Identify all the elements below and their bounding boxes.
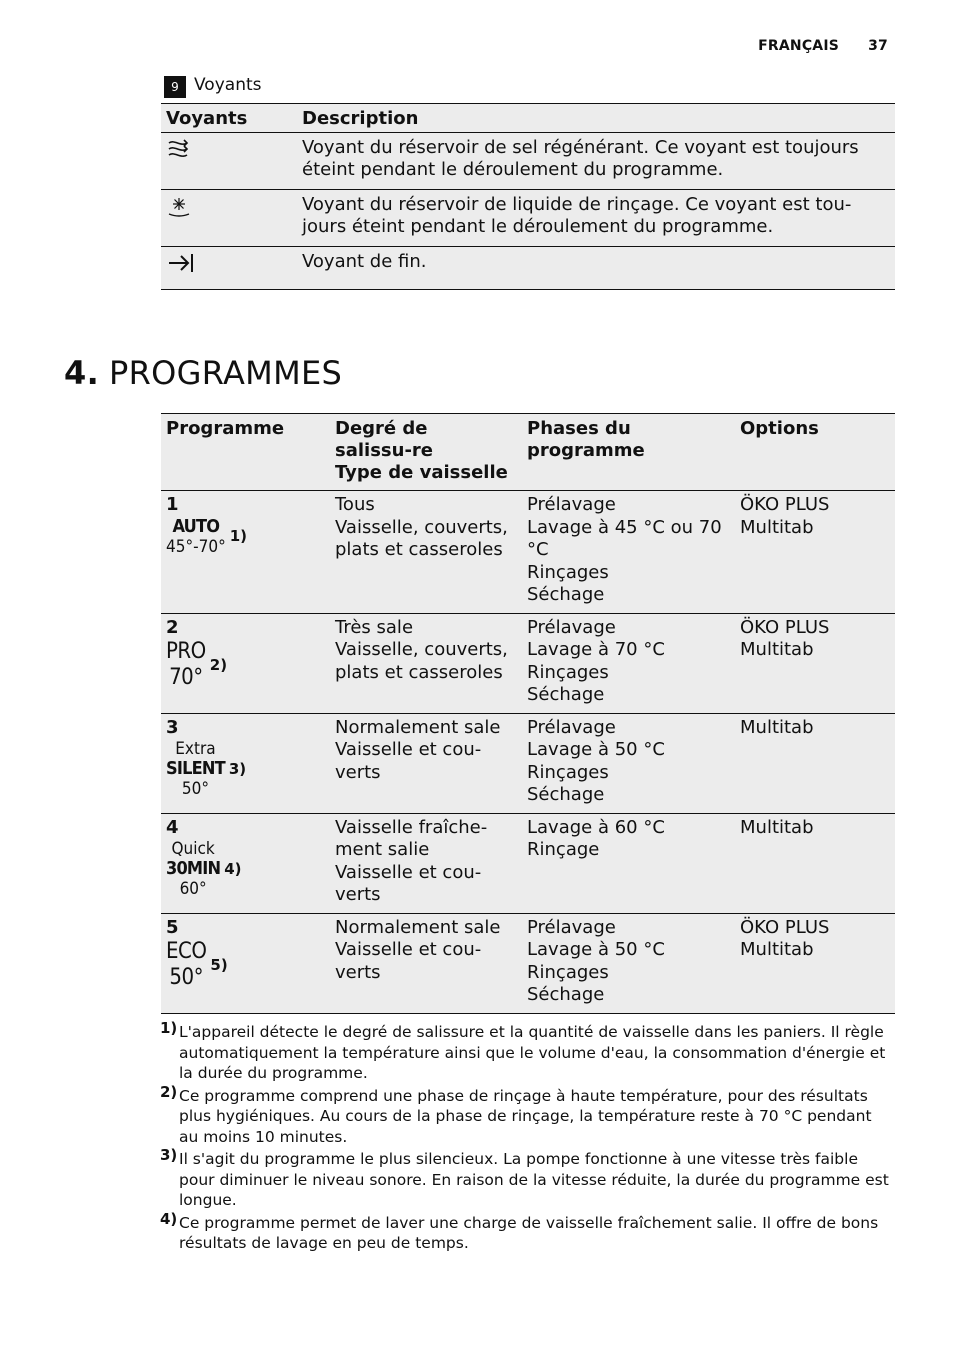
cell-line: Vaisselle et cou-verts: [335, 939, 482, 983]
symbol-text: AUTO: [172, 515, 220, 537]
cell-line: Rinçages: [527, 761, 609, 783]
cell-line: Lavage à 45 °C ou 70 °C: [527, 516, 722, 560]
cell-line: Séchage: [527, 584, 605, 605]
page-number: 37: [868, 38, 888, 54]
footnotes: [160, 1019, 895, 1256]
section-title: Voyants: [194, 75, 262, 95]
indicator-cell: [161, 133, 297, 190]
footnote-text: Ce programme comprend une phase de rinçage à haute température, pour des résultats plus hygiéniques. Au cours de la phase de rinçage, la température reste à 70 °C pendant au moins 10 minutes.: [179, 1086, 872, 1146]
footnote-ref: 5): [210, 955, 228, 974]
symbol-text: SILENT: [166, 758, 225, 779]
table-row: [161, 247, 895, 290]
cell-line: Prélavage: [527, 616, 616, 638]
description-cell: Voyant de fin.: [297, 247, 895, 290]
section-9-heading: [164, 72, 262, 98]
options-cell: [735, 613, 895, 713]
footnote-number: 1): [160, 1019, 178, 1037]
symbol-text: ECO: [166, 939, 207, 964]
symbol-text: PRO: [166, 639, 206, 664]
programme-number: 2: [166, 616, 179, 638]
auto-programme-symbol: [166, 517, 226, 557]
degre-cell: [330, 613, 522, 713]
cell-line: Rinçages: [527, 561, 609, 583]
cell-line: Multitab: [740, 639, 814, 660]
phases-cell: [522, 613, 735, 713]
cell-line: Multitab: [740, 716, 814, 738]
cell-line: Multitab: [740, 516, 814, 538]
cell-line: Lavage à 60 °C: [527, 816, 665, 838]
table-row: [161, 613, 895, 713]
table-row: [161, 190, 895, 247]
description-cell: Voyant du réservoir de sel régénérant. Ce voyant est toujours éteint pendant le déroulement du programme.: [297, 133, 895, 190]
column-header-phases: Phases du programme: [522, 414, 735, 491]
cell-line: Séchage: [527, 984, 605, 1005]
cell-line: Rinçages: [527, 961, 609, 983]
programme-cell: [161, 713, 330, 813]
symbol-text: Extra: [175, 739, 216, 759]
footnote-ref: 3): [228, 759, 247, 778]
section-number: 9: [164, 76, 186, 98]
cell-line: Normalement sale: [335, 916, 501, 938]
symbol-text: 50°: [169, 965, 203, 990]
table-header-row: [161, 104, 895, 133]
footnote-ref: 1): [229, 527, 248, 546]
extra-silent-programme-symbol: [166, 739, 225, 799]
phases-cell: [522, 713, 735, 813]
eco-programme-symbol: [166, 939, 206, 991]
programme-number: 4: [166, 816, 179, 838]
footnote-text: Ce programme permet de laver une charge de vaisselle fraîchement salie. Il offre de bons résultats de lavage en peu de temps.: [179, 1213, 879, 1252]
cell-line: ÖKO PLUS: [740, 494, 830, 515]
table-row: [161, 133, 895, 190]
cell-line: Tous: [335, 494, 375, 515]
column-header: Description: [297, 104, 895, 133]
table-row: [161, 913, 895, 1013]
programme-number: 3: [166, 716, 179, 738]
cell-line: Prélavage: [527, 916, 616, 938]
symbol-text: 70°: [169, 665, 203, 690]
column-header-programme: Programme: [161, 414, 330, 491]
symbol-text: 45°-70°: [166, 536, 226, 557]
rinse-aid-indicator-icon: [166, 194, 192, 220]
programme-cell: [161, 913, 330, 1013]
cell-line: ÖKO PLUS: [740, 616, 830, 638]
end-indicator-icon: [166, 251, 196, 275]
salt-indicator-icon: [166, 137, 190, 161]
symbol-text: Quick: [171, 839, 215, 859]
cell-line: Lavage à 70 °C: [527, 639, 665, 660]
cell-line: Multitab: [740, 816, 814, 838]
symbol-text: 50°: [181, 779, 209, 799]
indicator-cell: [161, 247, 297, 290]
footnote-ref: 4): [224, 859, 242, 878]
column-header-degre: [330, 414, 522, 491]
options-cell: [735, 813, 895, 913]
cell-line: Vaisselle fraîche-ment salie: [335, 816, 488, 860]
table-header-row: [161, 414, 895, 491]
header-language: FRANÇAIS: [758, 38, 840, 54]
cell-line: Séchage: [527, 784, 605, 805]
section-title: PROGRAMMES: [109, 354, 343, 392]
cell-line: Très sale: [335, 616, 414, 638]
programme-cell: [161, 491, 330, 614]
footnote-text: Il s'agit du programme le plus silencieux. La pompe fonctionne à une vitesse très faible pour diminuer le niveau sonore. En raison de la vitesse réduite, la durée du programme est longue.: [179, 1150, 889, 1209]
degre-cell: [330, 713, 522, 813]
header-type-label: Type de vaisselle: [335, 462, 508, 483]
degre-cell: [330, 491, 522, 614]
cell-line: Multitab: [740, 939, 814, 960]
section-4-heading: [64, 354, 342, 392]
cell-line: Vaisselle, couverts, plats et casseroles: [335, 639, 508, 683]
table-row: [161, 713, 895, 813]
degre-cell: [330, 813, 522, 913]
footnote: [160, 1019, 895, 1084]
table-row: [161, 491, 895, 614]
cell-line: Prélavage: [527, 716, 616, 738]
footnote: [160, 1209, 895, 1254]
cell-line: Prélavage: [527, 494, 616, 515]
programme-cell: [161, 813, 330, 913]
column-header-options: Options: [735, 414, 895, 491]
pro-programme-symbol: [166, 639, 206, 691]
phases-cell: [522, 491, 735, 614]
footnote-number: 4): [160, 1209, 178, 1228]
cell-line: Vaisselle et cou-verts: [335, 739, 482, 783]
footnote-ref: 2): [209, 655, 228, 674]
symbol-text: 60°: [179, 879, 207, 899]
indicator-cell: [161, 190, 297, 247]
voyants-table: [161, 103, 895, 290]
column-header: Voyants: [161, 104, 297, 133]
footnote-text: L'appareil détecte le degré de salissure et la quantité de vaisselle dans les paniers. Il règle automatiquement la température ainsi que le volume d'eau, la consommation d'énergie et la durée du programme.: [179, 1023, 886, 1082]
footnote-number: 2): [160, 1082, 178, 1101]
phases-cell: [522, 913, 735, 1013]
table-row: [161, 813, 895, 913]
section-number: 4.: [64, 354, 100, 392]
page-header: [758, 38, 888, 54]
footnote: [160, 1146, 895, 1211]
programme-number: 5: [166, 916, 179, 938]
cell-line: Lavage à 50 °C: [527, 939, 665, 960]
options-cell: [735, 713, 895, 813]
cell-line: ÖKO PLUS: [740, 916, 830, 938]
cell-line: Normalement sale: [335, 716, 501, 738]
phases-cell: [522, 813, 735, 913]
options-cell: [735, 491, 895, 614]
programme-number: 1: [166, 494, 179, 515]
cell-line: Séchage: [527, 684, 605, 705]
header-degre-label: Degré de salissu-re: [335, 418, 433, 461]
programmes-table: [161, 413, 895, 1014]
cell-line: Rinçages: [527, 661, 609, 683]
footnote: [160, 1082, 895, 1148]
options-cell: [735, 913, 895, 1013]
cell-line: Lavage à 50 °C: [527, 739, 665, 760]
cell-line: Vaisselle et cou-verts: [335, 861, 482, 905]
programme-cell: [161, 613, 330, 713]
footnote-number: 3): [160, 1146, 178, 1164]
cell-line: Rinçage: [527, 839, 600, 860]
quick-programme-symbol: [166, 839, 220, 899]
symbol-text: 30MIN: [166, 858, 221, 879]
degre-cell: [330, 913, 522, 1013]
description-cell: Voyant du réservoir de liquide de rinçage. Ce voyant est tou-jours éteint pendant le déroulement du programme.: [297, 190, 895, 247]
cell-line: Vaisselle, couverts, plats et casseroles: [335, 516, 508, 560]
